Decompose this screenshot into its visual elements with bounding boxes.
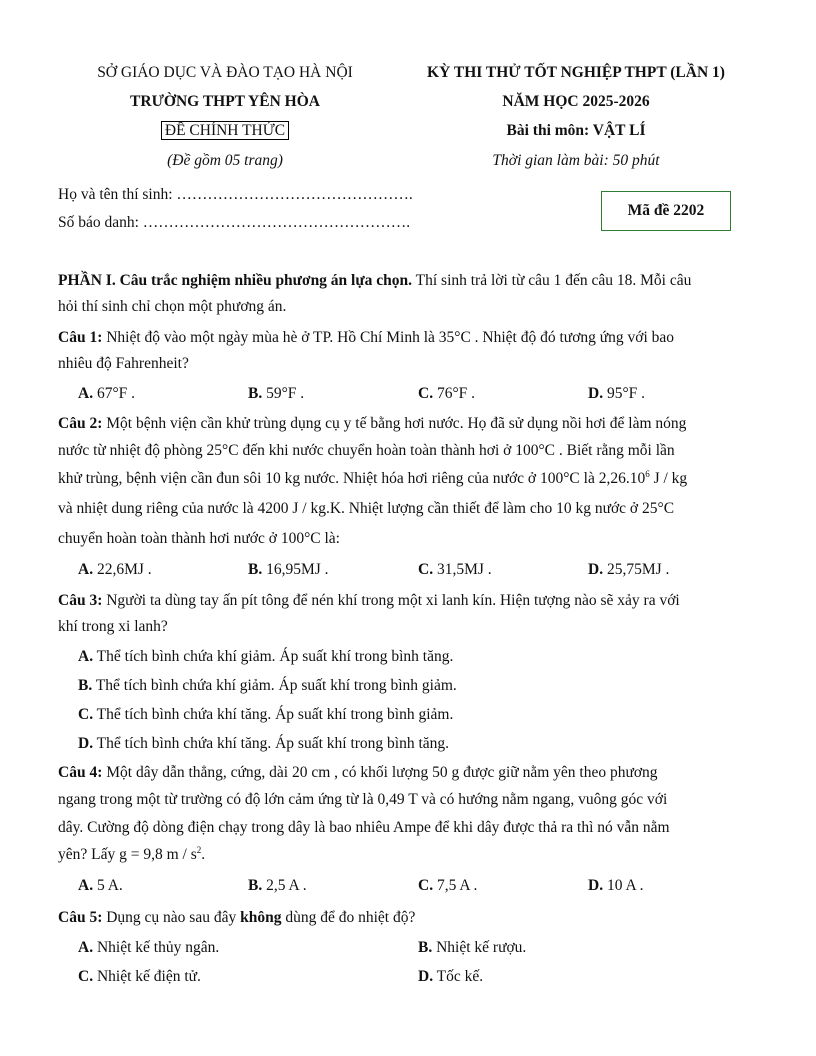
q2-text: Một bệnh viện cần khử trùng dụng cụ y tế bằng hơi nước. Họ đã sử dụng nồi hơi để làm nóng xyxy=(102,415,687,432)
exam-code-box xyxy=(601,191,731,231)
q3-line2: khí trong xi lanh? xyxy=(58,618,168,635)
q3-line1 xyxy=(58,592,680,610)
option-label: C. xyxy=(418,877,434,894)
q3-text: Người ta dùng tay ấn pít tông để nén khí trong một xi lanh kín. Hiện tượng nào sẽ xảy ra với xyxy=(102,592,680,609)
option-text: 5 A. xyxy=(96,877,123,894)
option-text: 22,6MJ . xyxy=(96,561,152,578)
option-label: A. xyxy=(78,939,94,956)
option-text: Nhiệt kế điện tử. xyxy=(93,968,201,985)
q2-line5: chuyển hoàn toàn thành hơi nước ở 100°C là: xyxy=(58,530,340,547)
department-name: SỞ GIÁO DỤC VÀ ĐÀO TẠO HÀ NỘI xyxy=(97,64,353,81)
option-label: C. xyxy=(418,385,434,402)
q4-option-b[interactable] xyxy=(248,877,307,895)
option-label: D. xyxy=(418,968,434,985)
q5-option-a[interactable] xyxy=(78,939,219,957)
option-label: A. xyxy=(78,877,94,894)
option-text: Thể tích bình chứa khí tăng. Áp suất khí trong bình tăng. xyxy=(93,735,450,752)
option-label: A. xyxy=(78,561,94,578)
option-text: 95°F . xyxy=(606,385,646,402)
q5-option-d[interactable] xyxy=(418,968,483,986)
q4-exponent: 2 xyxy=(196,845,202,855)
q4-line2: ngang trong một từ trường có độ lớn cảm ứng từ là 0,49 T và có hướng nằm ngang, vuông góc với xyxy=(58,791,668,808)
option-label: D. xyxy=(588,385,604,402)
q5-option-b[interactable] xyxy=(418,939,526,957)
q4-option-d[interactable] xyxy=(588,877,644,895)
q1-line1 xyxy=(58,329,674,347)
option-label: D. xyxy=(78,735,94,752)
q5-label: Câu 5: xyxy=(58,909,103,926)
q2-option-a[interactable] xyxy=(78,561,152,579)
q5-text-post: dùng để đo nhiệt độ? xyxy=(281,909,416,926)
q2-exponent: 6 xyxy=(645,469,650,479)
exam-code: Mã đề 2202 xyxy=(627,202,705,219)
option-text: 16,95MJ . xyxy=(266,561,329,578)
option-text: Tốc kế. xyxy=(433,968,484,985)
option-label: B. xyxy=(248,561,263,578)
q4-line1 xyxy=(58,764,658,782)
option-label: B. xyxy=(78,677,93,694)
q2-option-d[interactable] xyxy=(588,561,669,579)
q2-line3-unit: J / kg xyxy=(649,470,688,487)
option-text: 76°F . xyxy=(436,385,476,402)
q4-text: Một dây dẫn thẳng, cứng, dài 20 cm , có khối lượng 50 g được giữ nằm yên theo phương xyxy=(102,764,658,781)
q2-line3-text: khử trùng, bệnh viện cần đun sôi 10 kg nước. Nhiệt hóa hơi riêng của nước ở 100°C là 2,26.10 xyxy=(58,470,646,487)
q2-option-b[interactable] xyxy=(248,561,329,579)
subject: Bài thi môn: VẬT LÍ xyxy=(506,122,646,139)
q4-option-a[interactable] xyxy=(78,877,123,895)
q1-option-c[interactable] xyxy=(418,385,475,403)
student-id-field: Số báo danh: ……………………………………………. xyxy=(58,214,411,231)
option-text: 67°F . xyxy=(96,385,136,402)
q2-label: Câu 2: xyxy=(58,415,103,432)
option-text: Thể tích bình chứa khí giảm. Áp suất khí trong bình tăng. xyxy=(93,648,454,665)
q1-text: Nhiệt độ vào một ngày mùa hè ở TP. Hồ Chí Minh là 35°C . Nhiệt độ đó tương ứng với bao xyxy=(102,329,675,346)
option-label: C. xyxy=(78,706,94,723)
q1-option-a[interactable] xyxy=(78,385,135,403)
q3-option-a[interactable] xyxy=(78,648,453,666)
option-text: 7,5 A . xyxy=(436,877,478,894)
student-name-field: Họ và tên thí sinh: ………………………………………. xyxy=(58,186,413,203)
option-text: 59°F . xyxy=(266,385,305,402)
q5-option-c[interactable] xyxy=(78,968,201,986)
q2-line1 xyxy=(58,415,686,433)
option-label: B. xyxy=(248,385,263,402)
q5-text-pre: Dụng cụ nào sau đây xyxy=(102,909,241,926)
q4-line4-end: . xyxy=(201,846,206,863)
q1-label: Câu 1: xyxy=(58,329,103,346)
q5-line1 xyxy=(58,909,415,927)
q3-option-d[interactable] xyxy=(78,735,449,753)
official-label-wrap xyxy=(60,122,390,140)
duration: Thời gian làm bài: 50 phút xyxy=(492,152,660,169)
part1-intro: Thí sinh trả lời từ câu 1 đến câu 18. Mỗi câu xyxy=(412,272,692,289)
option-text: 10 A . xyxy=(606,877,644,894)
option-text: 31,5MJ . xyxy=(436,561,492,578)
page-count: (Đề gồm 05 trang) xyxy=(167,152,283,169)
q2-line3 xyxy=(58,470,687,488)
exam-title: KỲ THI THỬ TỐT NGHIỆP THPT (LẦN 1) xyxy=(427,64,725,81)
official-label: ĐỀ CHÍNH THỨC xyxy=(161,121,289,140)
option-label: A. xyxy=(78,648,94,665)
option-label: A. xyxy=(78,385,94,402)
school-name: TRƯỜNG THPT YÊN HÒA xyxy=(130,93,320,110)
option-label: B. xyxy=(248,877,263,894)
q1-option-b[interactable] xyxy=(248,385,304,403)
option-text: 25,75MJ . xyxy=(606,561,670,578)
q3-option-b[interactable] xyxy=(78,677,457,695)
q4-label: Câu 4: xyxy=(58,764,103,781)
option-text: Thể tích bình chứa khí tăng. Áp suất khí trong bình giảm. xyxy=(93,706,454,723)
option-label: B. xyxy=(418,939,433,956)
q1-option-d[interactable] xyxy=(588,385,645,403)
q2-option-c[interactable] xyxy=(418,561,492,579)
part1-title: PHẦN I. Câu trắc nghiệm nhiều phương án lựa chọn. xyxy=(58,272,413,289)
q4-option-c[interactable] xyxy=(418,877,477,895)
option-text: 2,5 A . xyxy=(266,877,307,894)
q4-line4-text: yên? Lấy g = 9,8 m / s xyxy=(58,846,197,863)
option-text: Nhiệt kế rượu. xyxy=(432,939,527,956)
option-text: Thể tích bình chứa khí giảm. Áp suất khí trong bình giảm. xyxy=(92,677,457,694)
q1-line2: nhiêu độ Fahrenheit? xyxy=(58,355,189,372)
q4-line3: dây. Cường độ dòng điện chạy trong dây là bao nhiêu Ampe để khi dây được thả ra thì nó vẫn nằm xyxy=(58,819,670,836)
option-label: D. xyxy=(588,877,604,894)
q4-line4 xyxy=(58,846,205,864)
school-year: NĂM HỌC 2025-2026 xyxy=(502,93,650,110)
option-text: Nhiệt kế thủy ngân. xyxy=(93,939,220,956)
part1-intro-line1 xyxy=(58,272,691,290)
q5-emphasis: không xyxy=(240,909,282,926)
option-label: C. xyxy=(78,968,94,985)
option-label: C. xyxy=(418,561,434,578)
q2-line2: nước từ nhiệt độ phòng 25°C đến khi nước chuyển hoàn toàn thành hơi ở 100°C . Biết rằng mỗi lần xyxy=(58,442,675,459)
option-label: D. xyxy=(588,561,604,578)
part1-intro-line2: hỏi thí sinh chỉ chọn một phương án. xyxy=(58,298,287,315)
q3-option-c[interactable] xyxy=(78,706,453,724)
q2-line4: và nhiệt dung riêng của nước là 4200 J / kg.K. Nhiệt lượng cần thiết để làm cho 10 kg nước ở 25°C xyxy=(58,500,675,517)
q3-label: Câu 3: xyxy=(58,592,103,609)
